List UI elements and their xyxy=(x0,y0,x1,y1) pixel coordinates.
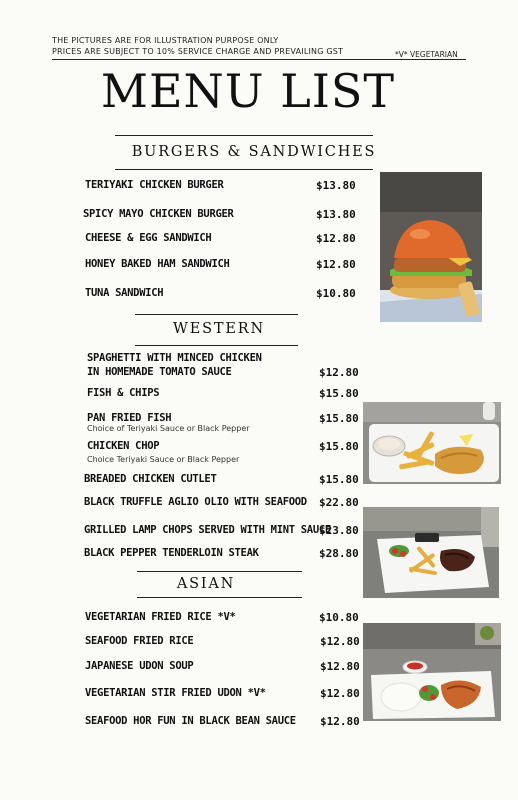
menu-item-price: $10.80 xyxy=(316,287,356,300)
menu-item-name: VEGETARIAN STIR FRIED UDON *V* xyxy=(85,687,266,699)
menu-item-price: $12.80 xyxy=(320,635,360,648)
menu-item-price: $12.80 xyxy=(316,232,356,245)
menu-item-note: Choice Teriyaki Sauce or Black Pepper xyxy=(87,455,240,464)
asian-section-title: ASIAN xyxy=(176,576,236,592)
menu-item-price: $15.80 xyxy=(319,387,359,400)
menu-item-name: VEGETARIAN FRIED RICE *V* xyxy=(85,611,236,623)
burgers-section-title: BURGERS & SANDWICHES xyxy=(131,144,377,160)
asian-section-top-rule xyxy=(137,571,302,572)
menu-item-name: BLACK PEPPER TENDERLOIN STEAK xyxy=(84,547,259,559)
menu-title: MENU LIST xyxy=(100,64,396,118)
vegetarian-legend: *V* VEGETARIAN xyxy=(395,50,458,59)
menu-item-name: CHEESE & EGG SANDWICH xyxy=(85,232,212,244)
burger-photo xyxy=(380,172,482,322)
fish-and-chips-photo xyxy=(363,402,501,484)
menu-item-price: $15.80 xyxy=(319,412,359,425)
western-section-top-rule xyxy=(135,314,298,315)
asian-section-bottom-rule xyxy=(137,597,302,598)
menu-item-note: Choice of Teriyaki Sauce or Black Pepper xyxy=(87,424,250,433)
menu-item-price: $23.80 xyxy=(319,524,359,537)
steak-and-fries-photo xyxy=(363,507,499,598)
menu-item-name: TUNA SANDWICH xyxy=(85,287,164,299)
menu-item-price: $22.80 xyxy=(319,496,359,509)
western-section-title: WESTERN xyxy=(173,321,265,337)
menu-item-name: BLACK TRUFFLE AGLIO OLIO WITH SEAFOOD xyxy=(84,496,307,508)
menu-item-name: HONEY BAKED HAM SANDWICH xyxy=(85,258,230,270)
header-divider xyxy=(52,59,466,60)
menu-item-name: JAPANESE UDON SOUP xyxy=(85,660,194,672)
western-section-bottom-rule xyxy=(135,345,298,346)
illustration-notice: THE PICTURES ARE FOR ILLUSTRATION PURPOSE ONLY xyxy=(52,36,279,45)
menu-item-price: $15.80 xyxy=(319,440,359,453)
menu-item-price: $12.80 xyxy=(320,660,360,673)
menu-item-name: SEAFOOD FRIED RICE xyxy=(85,635,194,647)
menu-item-price: $13.80 xyxy=(316,208,356,221)
menu-item-name: PAN FRIED FISH xyxy=(87,412,172,424)
menu-item-name: BREADED CHICKEN CUTLET xyxy=(84,473,217,485)
service-charge-notice: PRICES ARE SUBJECT TO 10% SERVICE CHARGE AND PREVAILING GST xyxy=(52,47,344,56)
menu-item-price: $28.80 xyxy=(319,547,359,560)
menu-item-name: SEAFOOD HOR FUN IN BLACK BEAN SAUCE xyxy=(85,715,296,727)
menu-item-name: SPAGHETTI WITH MINCED CHICKEN xyxy=(87,352,262,364)
menu-item-name: CHICKEN CHOP xyxy=(87,440,160,452)
menu-item-name: SPICY MAYO CHICKEN BURGER xyxy=(83,208,234,220)
menu-item-price: $12.80 xyxy=(319,366,359,379)
burgers-section-bottom-rule xyxy=(115,169,373,170)
menu-item-price: $13.80 xyxy=(316,179,356,192)
menu-item-name-line2: IN HOMEMADE TOMATO SAUCE xyxy=(87,366,232,378)
menu-item-price: $12.80 xyxy=(316,258,356,271)
menu-item-price: $12.80 xyxy=(320,687,360,700)
menu-item-price: $15.80 xyxy=(319,473,359,486)
rice-with-chicken-photo xyxy=(363,623,501,721)
menu-item-name: GRILLED LAMP CHOPS SERVED WITH MINT SAUCE xyxy=(84,524,331,536)
menu-item-price: $10.80 xyxy=(319,611,359,624)
burgers-section-top-rule xyxy=(115,135,373,136)
menu-item-price: $12.80 xyxy=(320,715,360,728)
menu-item-name: FISH & CHIPS xyxy=(87,387,160,399)
menu-item-name: TERIYAKI CHICKEN BURGER xyxy=(85,179,224,191)
